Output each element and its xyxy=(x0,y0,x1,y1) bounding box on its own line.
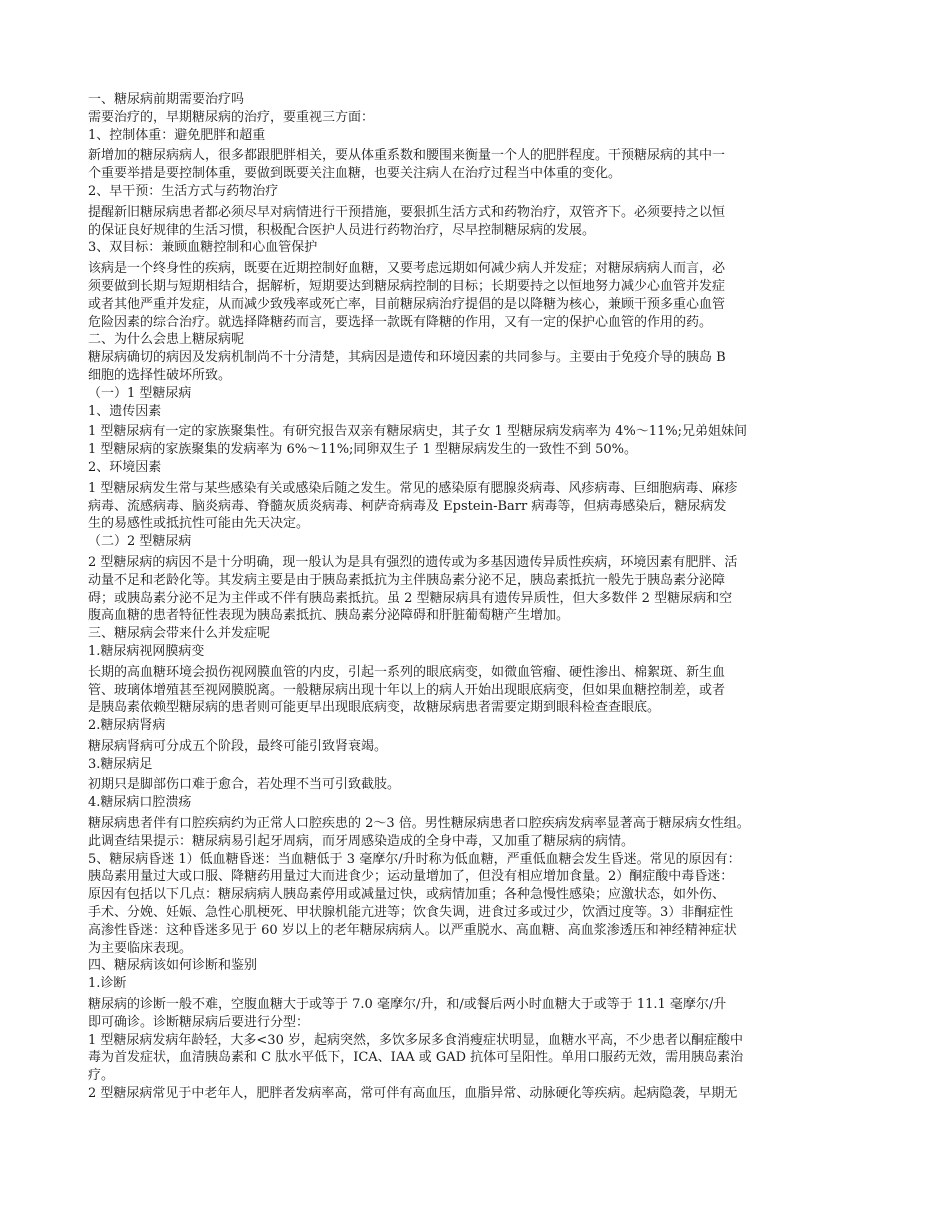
text-line: 手术、分娩、妊娠、急性心肌梗死、甲状腺机能亢进等；饮食失调，进食过多或过少，饮酒过度等。3）非酮症性 xyxy=(88,905,734,921)
text-line: 是胰岛素依赖型糖尿病的患者则可能更早出现眼底病变，故糖尿病患者需要定期到眼科检查查眼底。 xyxy=(88,700,661,716)
text-line: 须要做到长期与短期相结合，据解析，短期要达到糖尿病控制的目标；长期要持之以恒地努力减少心血管并发症 xyxy=(88,278,726,294)
subheading: 2、环境因素 xyxy=(88,459,162,475)
subheading: 1、遗传因素 xyxy=(88,403,162,419)
text-line: 即可确诊。诊断糖尿病后要进行分型： xyxy=(88,1014,310,1030)
text-line: 1 型糖尿病发病年龄轻，大多<30 岁，起病突然，多饮多尿多食消瘦症状明显，血糖水平高，不少患者以酮症酸中 xyxy=(88,1032,743,1048)
subheading: 1.糖尿病视网膜病变 xyxy=(88,643,205,659)
text-line: 或者其他严重并发症，从而减少致残率或死亡率，目前糖尿病治疗提倡的是以降糖为核心，兼顾干预多重心血管 xyxy=(88,296,726,312)
heading-section-4: 四、糖尿病该如何诊断和鉴别 xyxy=(88,958,258,974)
text-line: 动量不足和老龄化等。其发病主要是由于胰岛素抵抗为主伴胰岛素分泌不足，胰岛素抵抗一般先于胰岛素分泌障 xyxy=(88,572,726,588)
text-line: 生的易感性或抵抗性可能由先天决定。 xyxy=(88,516,310,532)
subheading: 2、早干预：生活方式与药物治疗 xyxy=(88,183,279,199)
text-line: 的保证良好规律的生活习惯，积极配合医护人员进行药物治疗，尽早控制糖尿病的发展。 xyxy=(88,222,596,238)
text-line: 为主要临床表现。 xyxy=(88,940,193,956)
subheading: 1、控制体重：避免肥胖和超重 xyxy=(88,127,266,143)
text-line: 1 型糖尿病有一定的家族聚集性。有研究报告双亲有糖尿病史，其子女 1 型糖尿病发病率为 4%～11%;兄弟姐妹间 xyxy=(88,424,747,440)
text-line: 提醒新旧糖尿病患者都必须尽早对病情进行干预措施，要狠抓生活方式和药物治疗，双管齐下。必须要持之以恒 xyxy=(88,204,726,220)
text-line: 糖尿病肾病可分成五个阶段，最终可能引致肾衰竭。 xyxy=(88,738,388,754)
text-line: 毒为首发症状，血清胰岛素和 C 肽水平低下，ICA、IAA 或 GAD 抗体可呈阳性。单用口服药无效，需用胰岛素治 xyxy=(88,1050,744,1066)
subheading: （一）1 型糖尿病 xyxy=(88,385,192,401)
text-line: 长期的高血糖环境会损伤视网膜血管的内皮，引起一系列的眼底病变，如微血管瘤、硬性渗出、棉絮斑、新生血 xyxy=(88,664,726,680)
text-line: 疗。 xyxy=(88,1068,115,1084)
text-line: 该病是一个终身性的疾病，既要在近期控制好血糖，又要考虑远期如何减少病人并发症；对糖尿病病人而言，必 xyxy=(88,261,726,277)
subheading: （二）2 型糖尿病 xyxy=(88,534,192,550)
text-line: 管、玻璃体增殖甚至视网膜脱离。一般糖尿病出现十年以上的病人开始出现眼底病变，但如果血糖控制差，或者 xyxy=(88,682,726,698)
text-line: 腹高血糖的患者特征性表现为胰岛素抵抗、胰岛素分泌障碍和肝脏葡萄糖产生增加。 xyxy=(88,608,570,624)
subheading: 4.糖尿病口腔溃疡 xyxy=(88,795,192,811)
text-line: 病毒、流感病毒、脑炎病毒、脊髓灰质炎病毒、柯萨奇病毒及 Epstein-Barr 病毒等，但病毒感染后，糖尿病发 xyxy=(88,498,727,514)
text-line: 细胞的选择性破坏所致。 xyxy=(88,367,232,383)
text-line: 此调查结果提示：糖尿病易引起牙周病，而牙周感染造成的全身中毒，又加重了糖尿病的病情。 xyxy=(88,833,635,849)
text-line: 新增加的糖尿病病人，很多都跟肥胖相关，要从体重系数和腰围来衡量一个人的肥胖程度。干预糖尿病的其中一 xyxy=(88,148,726,164)
text-line: 个重要举措是要控制体重，要做到既要关注血糖，也要关注病人在治疗过程当中体重的变化。 xyxy=(88,166,622,182)
text-line: 原因有包括以下几点：糖尿病病人胰岛素停用或减量过快，或病情加重；各种急慢性感染；应激状态，如外伤、 xyxy=(88,887,726,903)
heading-section-1: 一、糖尿病前期需要治疗吗 xyxy=(88,92,245,107)
heading-section-2: 二、为什么会患上糖尿病呢 xyxy=(88,332,245,348)
text-line: 1 型糖尿病的家族聚集的发病率为 6%～11%;同卵双生子 1 型糖尿病发生的一致性不到 50%。 xyxy=(88,442,637,458)
text-line: 需要治疗的，早期糖尿病的治疗，要重视三方面： xyxy=(88,109,375,125)
subheading: 3.糖尿病足 xyxy=(88,756,153,772)
text-line: 碍；或胰岛素分泌不足为主伴或不伴有胰岛素抵抗。虽 2 型糖尿病具有遗传异质性，但大多数伴 2 型糖尿病和空 xyxy=(88,590,733,606)
text-line: 糖尿病患者伴有口腔疾病约为正常人口腔疾患的 2～3 倍。男性糖尿病患者口腔疾病发病率显著高于糖尿病女性组。 xyxy=(88,816,750,832)
text-line: 1 型糖尿病发生常与某些感染有关或感染后随之发生。常见的感染原有腮腺炎病毒、风疹病毒、巨细胞病毒、麻疹 xyxy=(88,480,738,496)
text-line: 2 型糖尿病的病因不是十分明确，现一般认为是具有强烈的遗传或为多基因遗传异质性疾病，环境因素有肥胖、活 xyxy=(88,554,738,570)
heading-section-3: 三、糖尿病会带来什么并发症呢 xyxy=(88,626,271,642)
text-line: 糖尿病确切的病因及发病机制尚不十分清楚，其病因是遗传和环境因素的共同参与。主要由于免疫介导的胰岛 B xyxy=(88,350,726,366)
text-line: 高渗性昏迷：这种昏迷多见于 60 岁以上的老年糖尿病病人。以严重脱水、高血糖、高血浆渗透压和神经精神症状 xyxy=(88,922,737,938)
subheading: 2.糖尿病肾病 xyxy=(88,718,166,734)
text-line: 危险因素的综合治疗。就选择降糖药而言，要选择一款既有降糖的作用，又有一定的保护心血管的作用的药。 xyxy=(88,314,713,330)
document-page xyxy=(88,91,864,1103)
subheading: 3、双目标：兼顾血糖控制和心血管保护 xyxy=(88,240,318,256)
subheading: 1.诊断 xyxy=(88,976,127,992)
text-line: 胰岛素用量过大或口服、降糖药用量过大而进食少；运动量增加了，但没有相应增加食量。2）酮症酸中毒昏迷： xyxy=(88,869,734,885)
text-line: 初期只是脚部伤口难于愈合，若处理不当可引致截肢。 xyxy=(88,777,401,793)
text-line: 5、糖尿病昏迷 1）低血糖昏迷：当血糖低于 3 毫摩尔/升时称为低血糖，严重低血糖会发生昏迷。常见的原因有： xyxy=(88,851,741,867)
text-line: 糖尿病的诊断一般不难，空腹血糖大于或等于 7.0 毫摩尔/升，和/或餐后两小时血糖大于或等于 11.1 毫摩尔/升 xyxy=(88,997,727,1013)
text-line: 2 型糖尿病常见于中老年人，肥胖者发病率高，常可伴有高血压，血脂异常、动脉硬化等疾病。起病隐袭，早期无 xyxy=(88,1086,738,1102)
